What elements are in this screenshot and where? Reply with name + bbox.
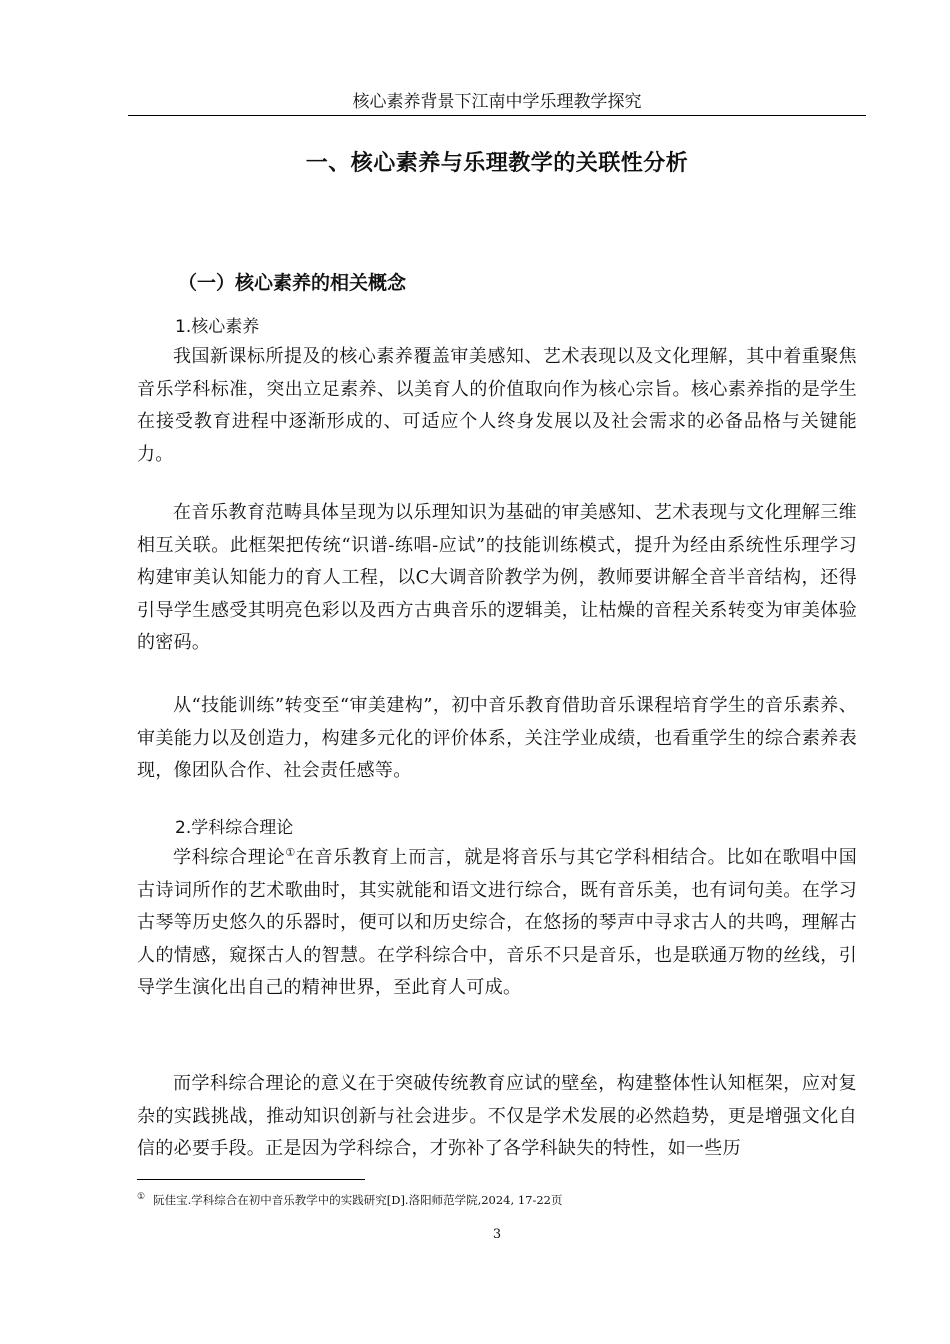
paragraph-text: 在音乐教育上而言，就是将音乐与其它学科相结合。比如在歌唱中国古诗词所作的艺术歌曲时，其实就能和语文进行综合，既有音乐美，也有词句美。在学习古琴等历史悠久的乐器时，便可以和历史综合，在悠扬的琴声中寻求古人的共鸣，理解古人的情感，窥探古人的智慧。在学科综合中，音乐不只是音乐，也是联通万物的丝线，引导学生演化出自己的精神世界，至此育人可成。 <box>137 847 857 998</box>
paragraph: 我国新课标所提及的核心素养覆盖审美感知、艺术表现以及文化理解，其中着重聚焦音乐学科标准，突出立足素养、以美育人的价值取向作为核心宗旨。核心素养指的是学生在接受教育进程中逐渐形成的、可适应个人终身发展以及社会需求的必备品格与关键能力。 <box>137 346 857 465</box>
footnote-rule <box>137 1179 365 1180</box>
paragraph: 在音乐教育范畴具体呈现为以乐理知识为基础的审美感知、艺术表现与文化理解三维相互关联。此框架把传统“识谱-练唱-应试”的技能训练模式，提升为经由系统性乐理学习构建审美认知能力的育人工程，以C大调音阶教学为例，教师要讲解全音半音结构，还得引导学生感受其明亮色彩以及西方古典音乐的逻辑美，让枯燥的音程关系转变为审美体验的密码。 <box>137 502 857 653</box>
running-header: 核心素养背景下江南中学乐理教学探究 <box>352 92 642 112</box>
paragraph: 而学科综合理论的意义在于突破传统教育应试的壁垒，构建整体性认知框架，应对复杂的实践挑战，推动知识创新与社会进步。不仅是学术发展的必然趋势，更是增强文化自信的必要手段。正是因为学科综合，才弥补了各学科缺失的特性，如一些历 <box>137 1073 857 1159</box>
paragraph <box>137 842 857 1005</box>
section-title: （一）核心素养的相关概念 <box>178 272 407 294</box>
footnote <box>137 1188 857 1209</box>
paragraph: 从“技能训练”转变至“审美建构”，初中音乐教育借助音乐课程培育学生的音乐素养、审美能力以及创造力，构建多元化的评价体系，关注学业成绩，也看重学生的综合素养表现，像团队合作、社会责任感等。 <box>137 695 857 781</box>
footnote-mark: ① <box>137 1192 146 1202</box>
chapter-title: 一、核心素养与乐理教学的关联性分析 <box>305 151 689 176</box>
footnote-reference[interactable]: ① <box>285 846 296 859</box>
paragraph-text: 学科综合理论 <box>173 847 286 868</box>
footnote-text: 阮佳宝.学科综合在初中音乐教学中的实践研究[D].洛阳师范学院,2024, 17-22页 <box>153 1192 563 1207</box>
subsection-heading-core-literacy: 1.核心素养 <box>175 317 260 337</box>
header-rule <box>128 115 866 116</box>
subsection-heading-interdisciplinary-theory: 2.学科综合理论 <box>175 818 294 838</box>
page-number: 3 <box>492 1227 502 1242</box>
